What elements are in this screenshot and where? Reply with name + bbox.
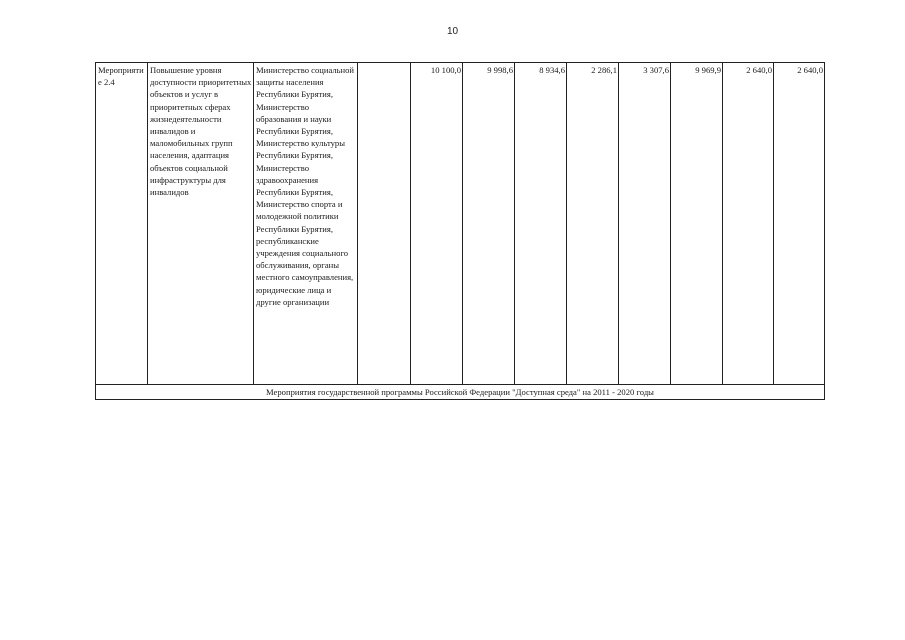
program-table — [95, 62, 825, 400]
section-header-row — [96, 385, 825, 400]
value-cell-8: 2 640,0 — [774, 63, 825, 385]
section-header-cell: Мероприятия государственной программы Российской Федерации "Доступная среда" на 2011 - 2020 годы — [96, 385, 825, 400]
value-cell-6: 9 969,9 — [671, 63, 723, 385]
executors-cell: Министерство социальной защиты населения Республики Бурятия, Министерство образования и науки Республики Бурятия, Министерство культуры Республики Бурятия, Министерство здравоохранения Республики Бурятия, Министерство спорта и молодежной политики Республики Бурятия, республиканские учреждения социального обслуживания, органы местного самоуправления, юридические лица и другие организации — [254, 63, 358, 385]
measure-code-cell: Мероприятие 2.4 — [96, 63, 148, 385]
value-cell-4: 2 286,1 — [567, 63, 619, 385]
value-cell-3: 8 934,6 — [515, 63, 567, 385]
value-cell-2: 9 998,6 — [463, 63, 515, 385]
page-number: 10 — [446, 26, 459, 37]
value-cell-5: 3 307,6 — [619, 63, 671, 385]
value-cell-7: 2 640,0 — [723, 63, 774, 385]
table-row — [96, 63, 825, 385]
measure-name-cell: Повышение уровня доступности приоритетных объектов и услуг в приоритетных сферах жизнедеятельности инвалидов и маломобильных групп населения, адаптация объектов социальной инфраструктуры для инвалидов — [148, 63, 254, 385]
value-cell-1: 10 100,0 — [411, 63, 463, 385]
blank-cell — [358, 63, 411, 385]
